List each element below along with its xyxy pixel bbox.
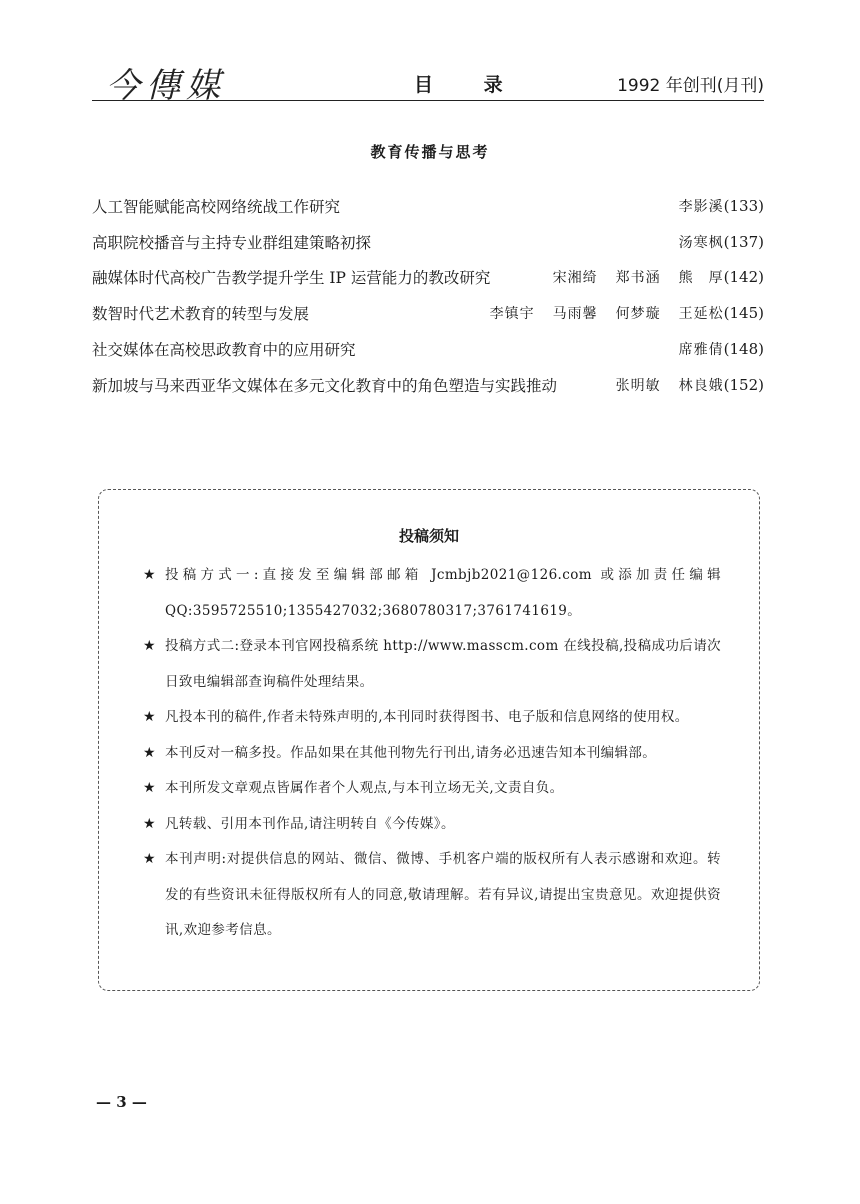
toc-author: 郑书涵	[615, 270, 661, 287]
submission-notice-box	[98, 489, 760, 991]
toc-page-number: (133)	[723, 196, 764, 215]
toc-entry[interactable]	[92, 295, 764, 331]
star-icon: ★	[143, 815, 156, 832]
notice-item	[143, 771, 721, 807]
toc-article-title: 新加坡与马来西亚华文媒体在多元文化教育中的角色塑造与实践推动	[92, 376, 558, 395]
toc-article-title: 高职院校播音与主持专业群组建策略初探	[92, 233, 372, 252]
page-header	[92, 56, 764, 106]
star-icon: ★	[143, 851, 156, 867]
toc-author: 王延松	[678, 306, 724, 323]
star-icon: ★	[143, 638, 156, 654]
section-title: 教育传播与思考	[370, 143, 490, 161]
notice-item-text: 本刊反对一稿多投。作品如果在其他刊物先行刊出,请务必迅速告知本刊编辑部。	[165, 744, 657, 761]
journal-logo: 今傳媒	[106, 66, 226, 106]
toc-page-number: (152)	[723, 375, 764, 394]
toc-page-number: (142)	[723, 268, 764, 287]
toc-author: 林良娥	[678, 377, 724, 394]
notice-item-text: 本刊声明:对提供信息的网站、微信、微博、手机客户端的版权所有人表示感谢和欢迎。转发的有些资讯未征得版权所有人的同意,敬请理解。若有异议,请提出宝贵意见。欢迎提供资讯,欢迎参考信息。	[165, 851, 721, 938]
toc-page-number: (145)	[723, 304, 764, 323]
toc-page-number: (137)	[723, 232, 764, 251]
toc-author: 熊 厚	[678, 270, 724, 287]
toc-author: 张明敏	[615, 377, 661, 394]
toc-author: 席雅倩	[678, 342, 724, 359]
notice-item-text: 投稿方式二:登录本刊官网投稿系统 http://www.masscm.com 在线投稿,投稿成功后请次日致电编辑部查询稿件处理结果。	[165, 638, 721, 690]
toc-author: 李镇宇	[489, 306, 535, 323]
toc-article-title: 人工智能赋能高校网络统战工作研究	[92, 197, 341, 216]
toc-entry[interactable]	[92, 367, 764, 403]
toc-author: 马雨馨	[552, 306, 598, 323]
notice-item	[143, 736, 721, 772]
notice-item	[143, 807, 721, 843]
notice-title: 投稿须知	[398, 527, 459, 545]
toc-entry[interactable]	[92, 188, 764, 224]
toc-page-number: (148)	[723, 340, 764, 359]
page-number: — 3 —	[96, 1093, 147, 1111]
notice-item	[143, 700, 721, 736]
notice-item	[143, 629, 721, 700]
toc-entry[interactable]	[92, 260, 764, 296]
toc-entry[interactable]	[92, 224, 764, 260]
notice-item-text: 凡转载、引用本刊作品,请注明转自《今传媒》。	[165, 815, 455, 832]
notice-item-text: 投稿方式一:直接发至编辑部邮箱 Jcmbjb2021@126.com 或添加责任编辑 QQ:3595725510;1355427032;3680780317;3761741619。	[165, 567, 721, 619]
header-founding-info: 1992 年创刊(月刊)	[617, 76, 764, 96]
star-icon: ★	[143, 744, 156, 761]
header-contents-label: 目 录	[414, 74, 525, 96]
star-icon: ★	[143, 567, 156, 583]
star-icon: ★	[143, 780, 156, 796]
toc-entry[interactable]	[92, 331, 764, 367]
header-rule	[92, 100, 764, 101]
toc-article-title: 社交媒体在高校思政教育中的应用研究	[92, 341, 356, 360]
toc-author: 李影溪	[678, 198, 724, 215]
notice-list	[143, 558, 721, 949]
star-icon: ★	[143, 709, 156, 725]
notice-item	[143, 558, 721, 629]
notice-item-text: 凡投本刊的稿件,作者未特殊声明的,本刊同时获得图书、电子版和信息网络的使用权。	[165, 709, 689, 725]
toc-article-title: 融媒体时代高校广告教学提升学生 IP 运营能力的教改研究	[92, 269, 491, 288]
toc-author: 何梦璇	[615, 306, 661, 323]
toc-article-title: 数智时代艺术教育的转型与发展	[92, 305, 310, 324]
toc-author: 汤寒枫	[678, 234, 724, 251]
notice-item-text: 本刊所发文章观点皆属作者个人观点,与本刊立场无关,文责自负。	[165, 780, 564, 796]
table-of-contents	[92, 188, 764, 403]
toc-author: 宋湘绮	[552, 270, 598, 287]
notice-item	[143, 842, 721, 949]
